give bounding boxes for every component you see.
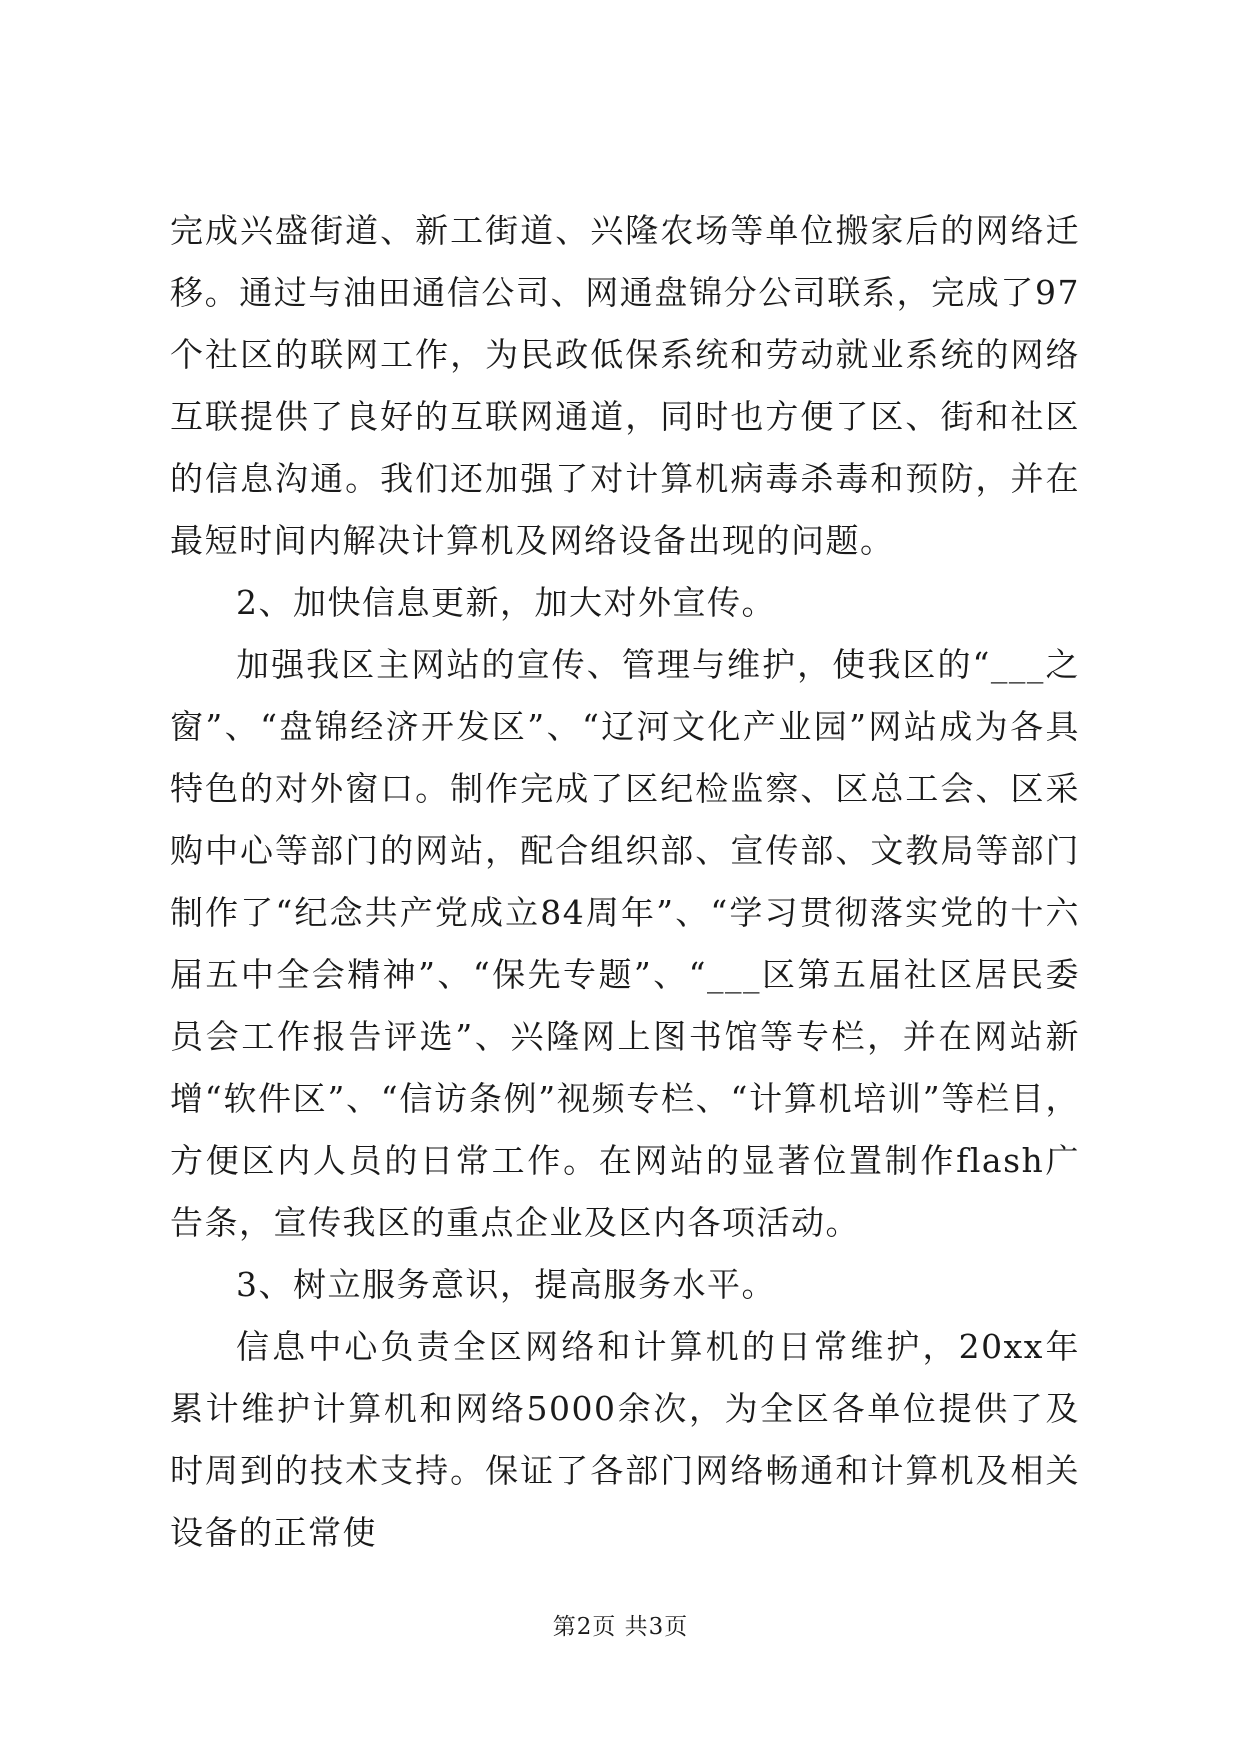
- paragraph-network-migration: 完成兴盛街道、新工街道、兴隆农场等单位搬家后的网络迁移。通过与油田通信公司、网通盘锦分公司联系，完成了97个社区的联网工作，为民政低保系统和劳动就业系统的网络互联提供了良好的互联网通道，同时也方便了区、街和社区的信息沟通。我们还加强了对计算机病毒杀毒和预防，并在最短时间内解决计算机及网络设备出现的问题。: [170, 211, 1080, 560]
- heading-service-awareness: 3、树立服务意识，提高服务水平。: [236, 1265, 776, 1304]
- heading-info-update: 2、加快信息更新，加大对外宣传。: [236, 583, 776, 622]
- paragraph-website-promotion: 加强我区主网站的宣传、管理与维护，使我区的“___之窗”、“盘锦经济开发区”、“辽河文化产业园”网站成为各具特色的对外窗口。制作完成了区纪检监察、区总工会、区采购中心等部门的网站，配合组织部、宣传部、文教局等部门制作了“纪念共产党成立84周年”、“学习贯彻落实党的十六届五中全会精神”、“保先专题”、“___区第五届社区居民委员会工作报告评选”、兴隆网上图书馆等专栏，并在网站新增“软件区”、“信访条例”视频专栏、“计算机培训”等栏目，方便区内人员的日常工作。在网站的显著位置制作flash广告条，宣传我区的重点企业及区内各项活动。: [170, 645, 1080, 1242]
- page-footer: 第2页 共3页: [552, 1614, 689, 1640]
- document-body: [170, 200, 1080, 1564]
- paragraph-maintenance: 信息中心负责全区网络和计算机的日常维护，20xx年累计维护计算机和网络5000余次，为全区各单位提供了及时周到的技术支持。保证了各部门网络畅通和计算机及相关设备的正常使: [170, 1327, 1080, 1552]
